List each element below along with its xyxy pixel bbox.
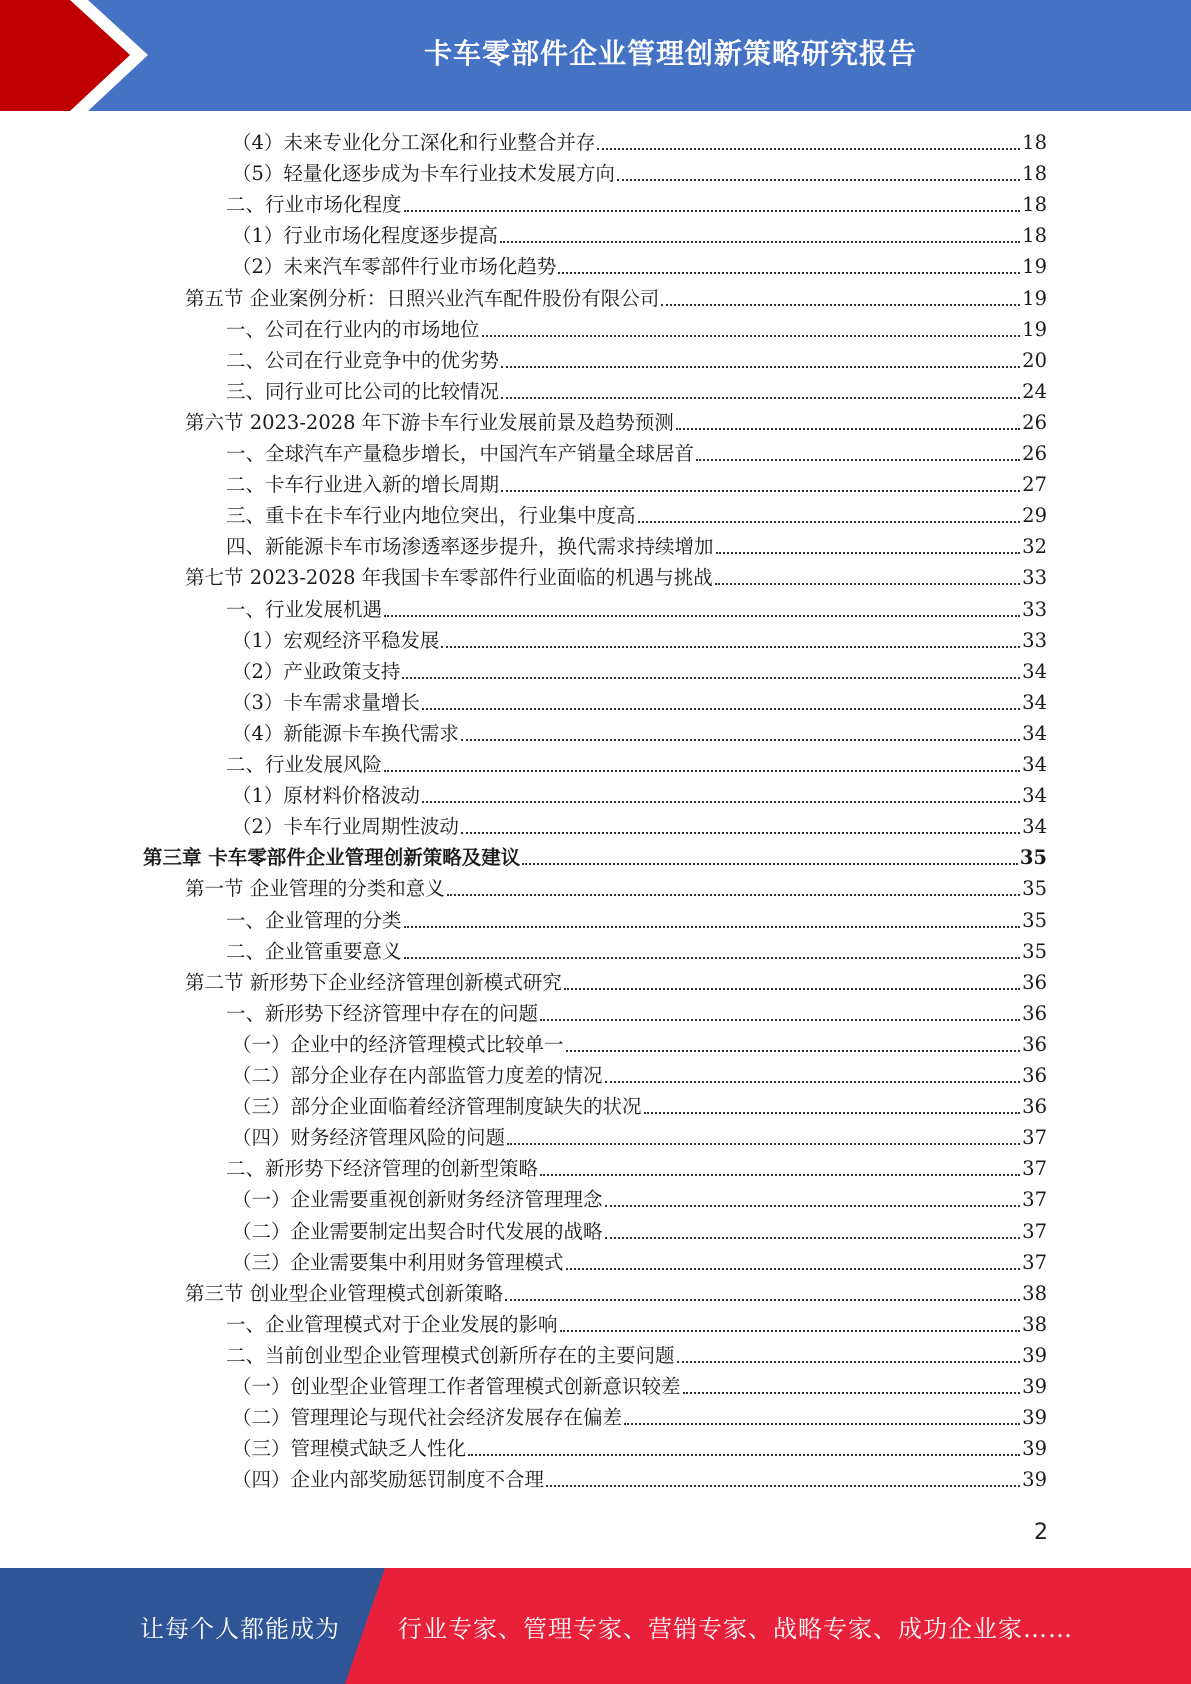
toc-leader-dots [422,707,1020,710]
toc-entry-label: 三、同行业可比公司的比较情况 [226,379,500,403]
toc-entry[interactable] [232,1060,1047,1091]
toc-leader-dots [566,1049,1021,1052]
toc-entry-page: 36 [1022,1032,1047,1056]
toc-entry-page: 36 [1022,970,1047,994]
toc-entry-page: 39 [1022,1468,1047,1492]
page-number: 2 [1034,1520,1048,1545]
toc-leader-dots [404,956,1021,959]
toc-entry-label: （四）企业内部奖励惩罚制度不合理 [232,1468,545,1492]
toc-leader-dots [384,614,1020,617]
toc-entry-label: （二）管理理论与现代社会经济发展存在偏差 [232,1406,623,1430]
toc-entry-label: 第三节 创业型企业管理模式创新策略 [185,1281,504,1305]
toc-entry[interactable] [226,998,1047,1029]
toc-entry-page: 35 [1022,939,1047,963]
toc-leader-dots [404,209,1021,212]
toc-leader-dots [715,582,1020,585]
toc-entry-label: 第一节 企业管理的分类和意义 [185,877,445,901]
toc-entry[interactable] [226,500,1047,531]
toc-entry-label: 一、行业发展机遇 [226,597,383,621]
footer-slogan-right: 行业专家、管理专家、营销专家、战略专家、成功企业家…… [398,1614,1073,1643]
toc-leader-dots [546,1484,1020,1487]
toc-leader-dots [505,1298,1020,1301]
toc-entry[interactable] [232,718,1047,749]
toc-leader-dots [500,240,1020,243]
toc-entry-label: （二）企业需要制定出契合时代发展的战略 [232,1219,603,1243]
toc-entry-page: 39 [1022,1375,1047,1398]
toc-entry-label: （1）原材料价格波动 [232,784,420,808]
toc-entry-page: 20 [1022,348,1047,372]
toc-entry-label: （二）部分企业存在内部监管力度差的情况 [232,1064,603,1087]
toc-entry-page: 35 [1022,877,1047,901]
page-footer [0,1568,1191,1684]
toc-entry-page: 35 [1022,908,1047,932]
toc-entry-label: 一、全球汽车产量稳步增长，中国汽车产销量全球居首 [226,442,695,465]
toc-leader-dots [441,645,1020,648]
toc-entry-page: 19 [1022,317,1047,341]
toc-entry-label: 第七节 2023-2028 年我国卡车零部件行业面临的机遇与挑战 [185,566,713,590]
toc-entry-page: 37 [1022,1157,1047,1181]
toc-entry[interactable] [185,1278,1047,1309]
toc-leader-dots [501,396,1020,399]
toc-entry-label: （一）企业需要重视创新财务经济管理理念 [232,1188,603,1212]
toc-leader-dots [677,1360,1021,1363]
toc-entry[interactable] [185,967,1047,998]
toc-entry-label: 第二节 新形势下企业经济管理创新模式研究 [185,970,562,994]
toc-entry-page: 37 [1022,1126,1047,1150]
toc-leader-dots [384,769,1020,772]
toc-leader-dots [540,1018,1020,1021]
toc-entry-page: 29 [1022,504,1047,528]
toc-entry[interactable] [185,873,1047,904]
toc-entry-label: 一、新形势下经济管理中存在的问题 [226,1001,539,1025]
toc-entry[interactable] [232,811,1047,842]
toc-entry-label: 二、当前创业型企业管理模式创新所存在的主要问题 [226,1343,675,1367]
toc-entry-label: 二、新形势下经济管理的创新型策略 [226,1157,539,1181]
toc-entry-page: 26 [1022,410,1047,434]
toc-entry[interactable] [226,749,1047,780]
toc-entry-page: 27 [1022,473,1047,497]
toc-entry[interactable] [232,1029,1047,1060]
toc-leader-dots [468,1453,1020,1456]
footer-slogan-left: 让每个人都能成为 [140,1614,340,1643]
toc-entry[interactable] [226,314,1047,345]
toc-entry[interactable] [226,438,1047,469]
toc-entry-label: 二、行业发展风险 [226,753,383,776]
toc-entry-page: 33 [1022,628,1047,652]
toc-leader-dots [558,271,1020,274]
toc-entry-label: 第六节 2023-2028 年下游卡车行业发展前景及趋势预测 [185,410,674,434]
toc-entry[interactable] [143,842,1047,873]
toc-entry-page: 32 [1022,535,1047,559]
toc-entry[interactable] [226,469,1047,500]
toc-leader-dots [605,1236,1021,1239]
toc-entry-label: 一、公司在行业内的市场地位 [226,317,480,341]
report-title: 卡车零部件企业管理创新策略研究报告 [423,36,917,70]
toc-leader-dots [624,1422,1020,1425]
toc-entry-page: 36 [1022,1001,1047,1025]
toc-entry-label: （1）宏观经济平稳发展 [232,628,440,652]
toc-entry-page: 39 [1022,1406,1047,1430]
toc-entry-page: 36 [1022,1064,1047,1087]
toc-entry-page: 33 [1022,566,1047,590]
toc-leader-dots [461,738,1020,741]
toc-entry-label: 第五节 企业案例分析：日照兴业汽车配件股份有限公司 [185,286,660,310]
toc-entry-page: 39 [1022,1343,1047,1367]
toc-entry-page: 35 [1019,846,1047,870]
toc-leader-dots [696,458,1020,461]
toc-entry[interactable] [232,656,1047,687]
toc-entry-page: 37 [1022,1188,1047,1212]
toc-leader-dots [501,365,1020,368]
toc-entry-page: 38 [1022,1312,1047,1336]
toc-entry-label: （3）卡车需求量增长 [232,690,420,714]
toc-entry[interactable] [226,936,1047,967]
toc-entry[interactable] [232,1402,1047,1433]
toc-entry[interactable] [226,1309,1047,1340]
toc-entry-label: 一、企业管理的分类 [226,908,402,932]
toc-entry[interactable] [232,625,1047,656]
toc-entry[interactable] [232,1122,1047,1153]
toc-entry-label: （一）企业中的经济管理模式比较单一 [232,1032,564,1056]
header-chevron-decoration [0,0,160,111]
toc-entry[interactable] [185,407,1047,438]
toc-entry-label: 二、公司在行业竞争中的优劣势 [226,348,500,372]
toc-entry-label: （5）轻量化逐步成为卡车行业技术发展方向 [232,162,615,186]
toc-entry-page: 39 [1022,1437,1047,1461]
toc-leader-dots [716,551,1021,554]
toc-entry-page: 26 [1022,442,1047,465]
toc-entry[interactable] [226,905,1047,936]
toc-entry[interactable] [185,283,1047,314]
toc-leader-dots [507,1142,1020,1145]
toc-leader-dots [461,831,1020,834]
toc-entry[interactable] [232,1371,1047,1402]
toc-entry[interactable] [232,1464,1047,1495]
toc-entry-label: （2）未来汽车零部件行业市场化趋势 [232,255,557,279]
toc-entry[interactable] [232,780,1047,811]
page-header [0,0,1191,111]
toc-leader-dots [676,427,1020,430]
toc-entry[interactable] [226,594,1047,625]
toc-entry-label: （4）新能源卡车换代需求 [232,721,459,745]
toc-entry-page: 18 [1022,162,1047,186]
toc-entry-label: （四）财务经济管理风险的问题 [232,1126,506,1150]
toc-entry-label: （三）管理模式缺乏人性化 [232,1437,467,1461]
toc-entry-page: 19 [1022,255,1047,279]
toc-entry-page: 18 [1022,193,1047,217]
toc-leader-dots [560,1329,1021,1332]
toc-entry-page: 34 [1022,815,1047,839]
toc-leader-dots [683,1391,1021,1394]
toc-leader-dots [644,1111,1021,1114]
toc-entry-label: （2）卡车行业周期性波动 [232,815,459,839]
toc-leader-dots [402,676,1020,679]
toc-entry-label: （4）未来专业化分工深化和行业整合并存 [232,131,596,154]
toc-entry[interactable] [232,251,1047,282]
toc-entry[interactable] [232,1433,1047,1464]
toc-leader-dots [522,862,1018,865]
toc-entry-page: 34 [1022,753,1047,776]
toc-entry[interactable] [226,189,1047,220]
toc-entry[interactable] [226,531,1047,562]
toc-entry-page: 33 [1022,597,1047,621]
toc-entry-page: 34 [1022,721,1047,745]
toc-entry-label: 三、重卡在卡车行业内地位突出，行业集中度高 [226,504,636,528]
toc-entry[interactable] [226,1340,1047,1371]
toc-entry-label: （三）企业需要集中利用财务管理模式 [232,1250,564,1274]
toc-entry[interactable] [232,1247,1047,1278]
toc-entry-page: 38 [1022,1281,1047,1305]
toc-entry-page: 18 [1022,131,1047,154]
toc-leader-dots [617,178,1020,181]
toc-leader-dots [501,489,1020,492]
toc-entry[interactable] [185,562,1047,593]
toc-entry[interactable] [232,687,1047,718]
toc-entry-page: 37 [1022,1250,1047,1274]
toc-entry-label: 二、卡车行业进入新的增长周期 [226,473,500,497]
toc-entry-label: 第三章 卡车零部件企业管理创新策略及建议 [143,846,521,870]
toc-entry[interactable] [232,1091,1047,1122]
toc-leader-dots [404,925,1021,928]
toc-entry[interactable] [232,158,1047,189]
toc-entry-page: 34 [1022,690,1047,714]
toc-leader-dots [566,1267,1021,1270]
toc-entry[interactable] [232,220,1047,251]
toc-entry-label: 四、新能源卡车市场渗透率逐步提升，换代需求持续增加 [226,535,714,559]
toc-entry-page: 37 [1022,1219,1047,1243]
toc-entry-label: （一）创业型企业管理工作者管理模式创新意识较差 [232,1375,681,1398]
toc-leader-dots [597,147,1020,150]
toc-entry-page: 24 [1022,379,1047,403]
toc-leader-dots [540,1173,1020,1176]
toc-entry-label: 一、企业管理模式对于企业发展的影响 [226,1312,558,1336]
toc-leader-dots [638,520,1021,523]
toc-entry-label: 二、企业管重要意义 [226,939,402,963]
toc-entry[interactable] [226,1153,1047,1184]
toc-entry-label: （三）部分企业面临着经济管理制度缺失的状况 [232,1095,642,1119]
toc-entry-label: 二、行业市场化程度 [226,193,402,217]
toc-entry-page: 36 [1022,1095,1047,1119]
toc-entry-page: 34 [1022,659,1047,683]
toc-entry[interactable] [232,1216,1047,1247]
toc-entry[interactable] [232,127,1047,158]
toc-entry[interactable] [232,1184,1047,1215]
toc-entry-label: （1）行业市场化程度逐步提高 [232,224,498,248]
toc-leader-dots [482,334,1021,337]
toc-entry-page: 19 [1022,286,1047,310]
toc-leader-dots [661,303,1020,306]
toc-entry[interactable] [226,376,1047,407]
toc-leader-dots [605,1080,1021,1083]
toc-leader-dots [422,800,1020,803]
toc-leader-dots [605,1204,1021,1207]
toc-entry[interactable] [226,345,1047,376]
toc-leader-dots [564,987,1020,990]
toc-entry-page: 18 [1022,224,1047,248]
toc-entry-page: 34 [1022,784,1047,808]
toc-entry-label: （2）产业政策支持 [232,659,401,683]
toc-leader-dots [447,893,1020,896]
